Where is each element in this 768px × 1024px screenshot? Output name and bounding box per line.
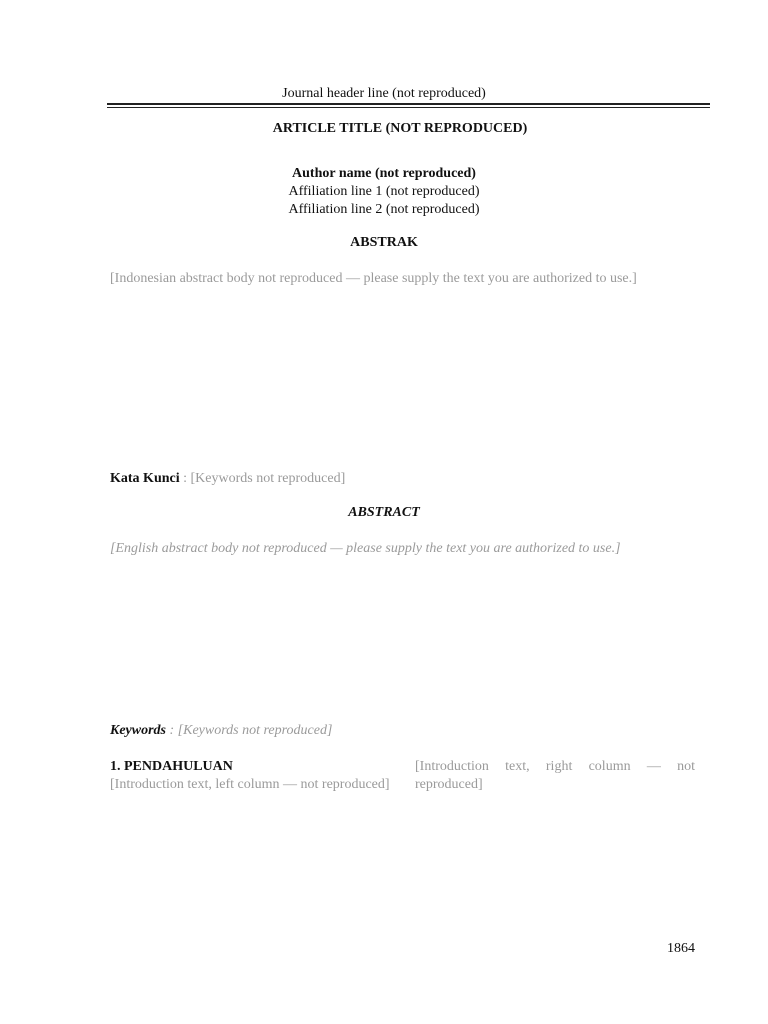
keywords-id-label: Kata Kunci bbox=[110, 471, 180, 486]
keywords-id: Kata Kunci : [Keywords not reproduced] bbox=[110, 471, 346, 486]
keywords-en-text: [Keywords not reproduced] bbox=[177, 723, 333, 738]
body-column-left bbox=[110, 758, 390, 794]
paper-title: ARTICLE TITLE (NOT REPRODUCED) bbox=[272, 121, 528, 136]
header-rule bbox=[107, 103, 710, 105]
keywords-en-label: Keywords bbox=[110, 723, 166, 738]
section-1-right-text: [Introduction text, right column — not reproduced] bbox=[415, 759, 695, 792]
page-number: 1864 bbox=[667, 941, 695, 956]
abstract-id-text: [Indonesian abstract body not reproduced — please supply the text you are authorized to use.] bbox=[110, 271, 637, 286]
author-name: Author name (not reproduced) bbox=[292, 166, 476, 181]
section-1-heading: 1. PENDAHULUAN bbox=[110, 759, 233, 774]
keywords-en: Keywords : [Keywords not reproduced] bbox=[110, 723, 333, 738]
abstract-en-heading: ABSTRACT bbox=[348, 505, 420, 520]
journal-header: Journal header line (not reproduced) bbox=[282, 86, 486, 101]
abstract-en-text: [English abstract body not reproduced — please supply the text you are authorized to use.] bbox=[110, 541, 621, 556]
header-rule-thin bbox=[107, 107, 710, 108]
affiliation-line-1: Affiliation line 1 (not reproduced) bbox=[288, 184, 480, 199]
keywords-id-text: [Keywords not reproduced] bbox=[190, 471, 346, 486]
section-1-left-text: [Introduction text, left column — not reproduced] bbox=[110, 777, 390, 792]
affiliation-line-2: Affiliation line 2 (not reproduced) bbox=[288, 202, 480, 217]
abstract-id-heading: ABSTRAK bbox=[350, 235, 418, 250]
body-column-right bbox=[415, 758, 695, 794]
